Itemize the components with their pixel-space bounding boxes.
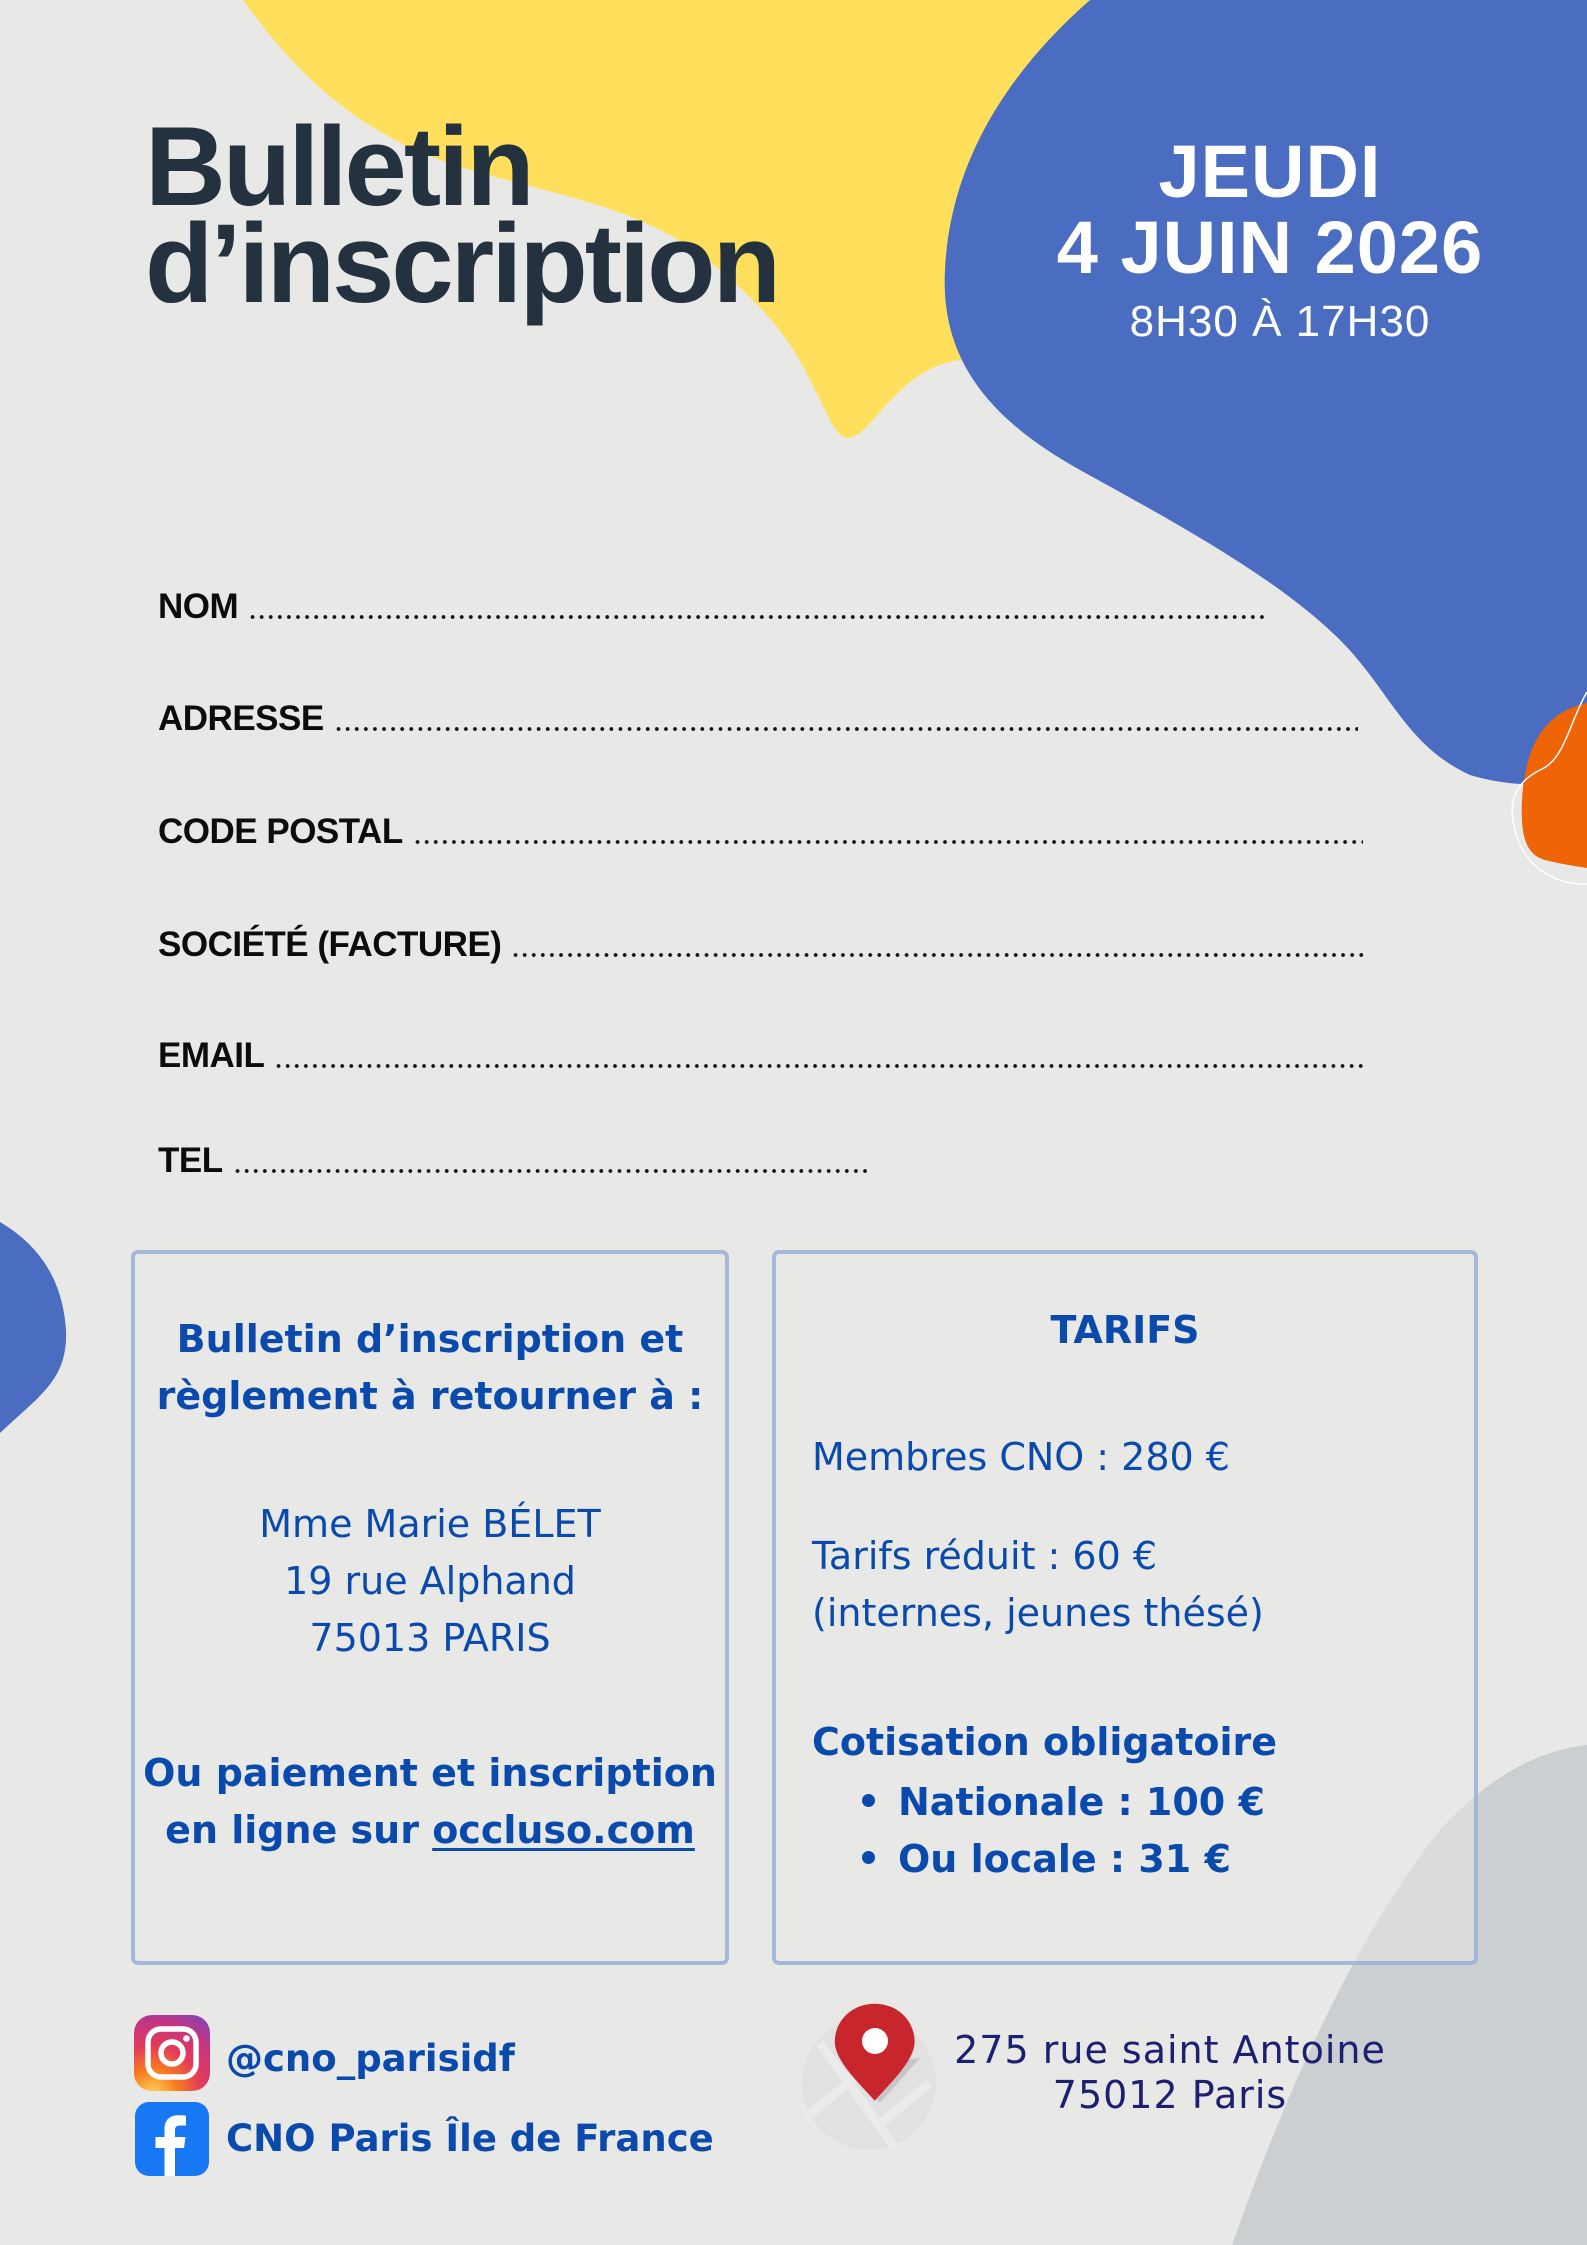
return-heading <box>135 1311 725 1425</box>
event-time: 8H30 À 17H30 <box>1129 297 1431 346</box>
tarif-reduced: Tarifs réduit : 60 € <box>812 1534 1158 1578</box>
recipient-street: 19 rue Alphand <box>284 1559 576 1603</box>
tarif-members: Membres CNO : 280 € <box>812 1435 1230 1479</box>
map-pin-icon <box>800 1998 940 2153</box>
website-link[interactable]: occluso.com <box>432 1808 695 1852</box>
cotisation-item <box>862 1831 1231 1888</box>
field-email[interactable] <box>158 1032 1363 1076</box>
venue-address-line-2: 75012 Paris <box>1052 2073 1288 2117</box>
title-line-1: Bulletin <box>145 104 532 229</box>
tarif-reduced-note: (internes, jeunes thésé) <box>812 1591 1264 1635</box>
recipient-name: Mme Marie BÉLET <box>259 1502 601 1546</box>
cotisation-item-text: Ou locale : 31 € <box>898 1837 1231 1881</box>
instagram-icon[interactable] <box>134 2015 210 2091</box>
field-code-postal[interactable] <box>158 808 1363 852</box>
bullet-icon <box>862 1851 875 1864</box>
online-prefix: en ligne sur <box>165 1808 433 1852</box>
fill-in-line[interactable] <box>233 1167 869 1175</box>
tarifs-heading: TARIFS <box>1050 1308 1200 1352</box>
online-payment-note <box>135 1745 725 1859</box>
recipient-city: 75013 PARIS <box>309 1616 551 1660</box>
event-day: JEUDI <box>1158 130 1382 213</box>
event-date: 4 JUIN 2026 <box>1056 206 1484 289</box>
cotisation-item <box>862 1774 1265 1831</box>
tarifs-box <box>772 1250 1478 1965</box>
fill-in-line[interactable] <box>248 613 1268 621</box>
blue-blob <box>945 0 1587 785</box>
fill-in-line[interactable] <box>334 725 1358 733</box>
online-line-2 <box>135 1802 725 1859</box>
field-label: EMAIL <box>158 1036 265 1075</box>
title-line-2: d’inscription <box>145 201 778 326</box>
recipient-address <box>135 1496 725 1667</box>
field-label: ADRESSE <box>158 699 324 738</box>
venue-address-line-1: 275 rue saint Antoine <box>954 2028 1386 2072</box>
instagram-handle[interactable]: @cno_parisidf <box>226 2037 515 2080</box>
facebook-page[interactable]: CNO Paris Île de France <box>226 2117 714 2160</box>
return-heading-line-2: règlement à retourner à : <box>156 1374 704 1418</box>
online-line-1: Ou paiement et inscription <box>143 1751 717 1795</box>
field-label: NOM <box>158 587 239 626</box>
field-tel[interactable] <box>158 1137 869 1181</box>
field-nom[interactable] <box>158 583 1268 627</box>
return-heading-line-1: Bulletin d’inscription et <box>176 1317 684 1361</box>
field-label: SOCIÉTÉ (FACTURE) <box>158 925 502 964</box>
fill-in-line[interactable] <box>274 1062 1363 1070</box>
field-adresse[interactable] <box>158 695 1358 739</box>
fill-in-line[interactable] <box>413 838 1363 846</box>
field-societe[interactable] <box>158 921 1365 965</box>
field-label: TEL <box>158 1141 223 1180</box>
venue-address <box>940 2028 1400 2118</box>
cotisation-heading: Cotisation obligatoire <box>812 1720 1278 1764</box>
left-blue-blob <box>0 1222 66 1433</box>
facebook-icon[interactable] <box>135 2102 209 2176</box>
fill-in-line[interactable] <box>511 951 1365 959</box>
return-address-box <box>131 1250 729 1965</box>
cotisation-item-text: Nationale : 100 € <box>898 1780 1265 1824</box>
bullet-icon <box>862 1794 875 1807</box>
page-title <box>145 104 778 326</box>
field-label: CODE POSTAL <box>158 812 403 851</box>
